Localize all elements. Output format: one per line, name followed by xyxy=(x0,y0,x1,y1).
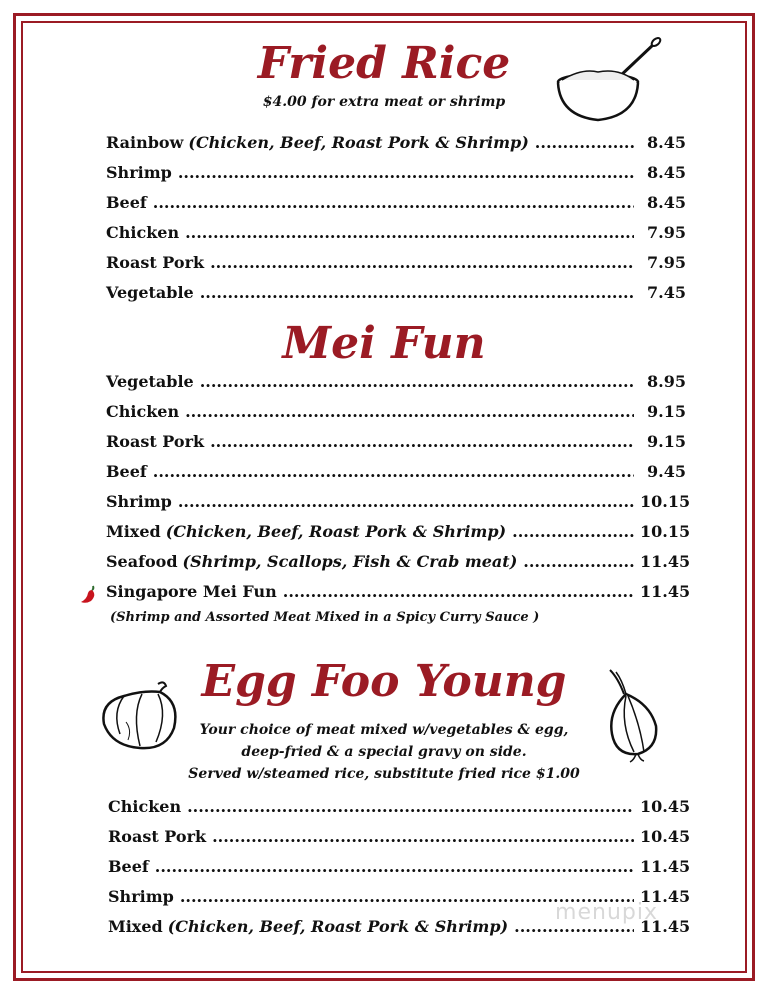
egg-desc-line-1: Your choice of meat mixed w/vegetables & egg, xyxy=(199,722,569,738)
egg-desc-line-3: Served w/steamed rice, substitute fried rice $1.00 xyxy=(188,766,580,782)
menu-row: Roast Pork ..... 7.95 xyxy=(106,252,686,274)
menu-row: Mixed (Chicken, Beef, Roast Pork & Shrimp) ..... 10.15 xyxy=(106,521,686,543)
menu-row: Shrimp ..... 11.45 xyxy=(108,886,686,908)
menu-row: Beef ..... 8.45 xyxy=(106,192,686,214)
rice-bowl-icon xyxy=(552,36,664,126)
menu-row: Seafood (Shrimp, Scallops, Fish & Crab meat) ..... 11.45 xyxy=(106,551,686,573)
menu-row: Vegetable ..... 8.95 xyxy=(106,371,686,393)
menu-row: Chicken ..... 10.45 xyxy=(108,796,686,818)
egg-foo-young-title: Egg Foo Young xyxy=(201,656,567,707)
menu-row: Singapore Mei Fun ..... 11.45 xyxy=(106,581,686,603)
menu-row: Chicken ..... 7.95 xyxy=(106,222,686,244)
menu-row: Vegetable ..... 7.45 xyxy=(106,282,686,304)
mei-fun-title: Mei Fun xyxy=(282,318,486,369)
menu-row: Roast Pork ..... 9.15 xyxy=(106,431,686,453)
menu-row: Roast Pork ..... 10.45 xyxy=(108,826,686,848)
menu-row: Shrimp ..... 8.45 xyxy=(106,162,686,184)
menu-row: Shrimp ..... 10.15 xyxy=(106,491,686,513)
menu-row: Chicken ..... 9.15 xyxy=(106,401,686,423)
menu-row: Mixed (Chicken, Beef, Roast Pork & Shrimp) ..... 11.45 xyxy=(108,916,686,938)
menu-row: Beef ..... 9.45 xyxy=(106,461,686,483)
menu-row: Beef ..... 11.45 xyxy=(108,856,686,878)
egg-desc-line-2: deep-fried & a special gravy on side. xyxy=(241,744,527,760)
fried-rice-title: Fried Rice xyxy=(257,38,511,89)
chili-pepper-icon xyxy=(78,583,100,605)
menu-row: Rainbow (Chicken, Beef, Roast Pork & Shrimp) ..... 8.45 xyxy=(106,132,686,154)
singapore-note: (Shrimp and Assorted Meat Mixed in a Spicy Curry Sauce ) xyxy=(110,610,540,625)
fried-rice-subtitle: $4.00 for extra meat or shrimp xyxy=(262,94,506,110)
watermark: menupix xyxy=(555,900,658,925)
